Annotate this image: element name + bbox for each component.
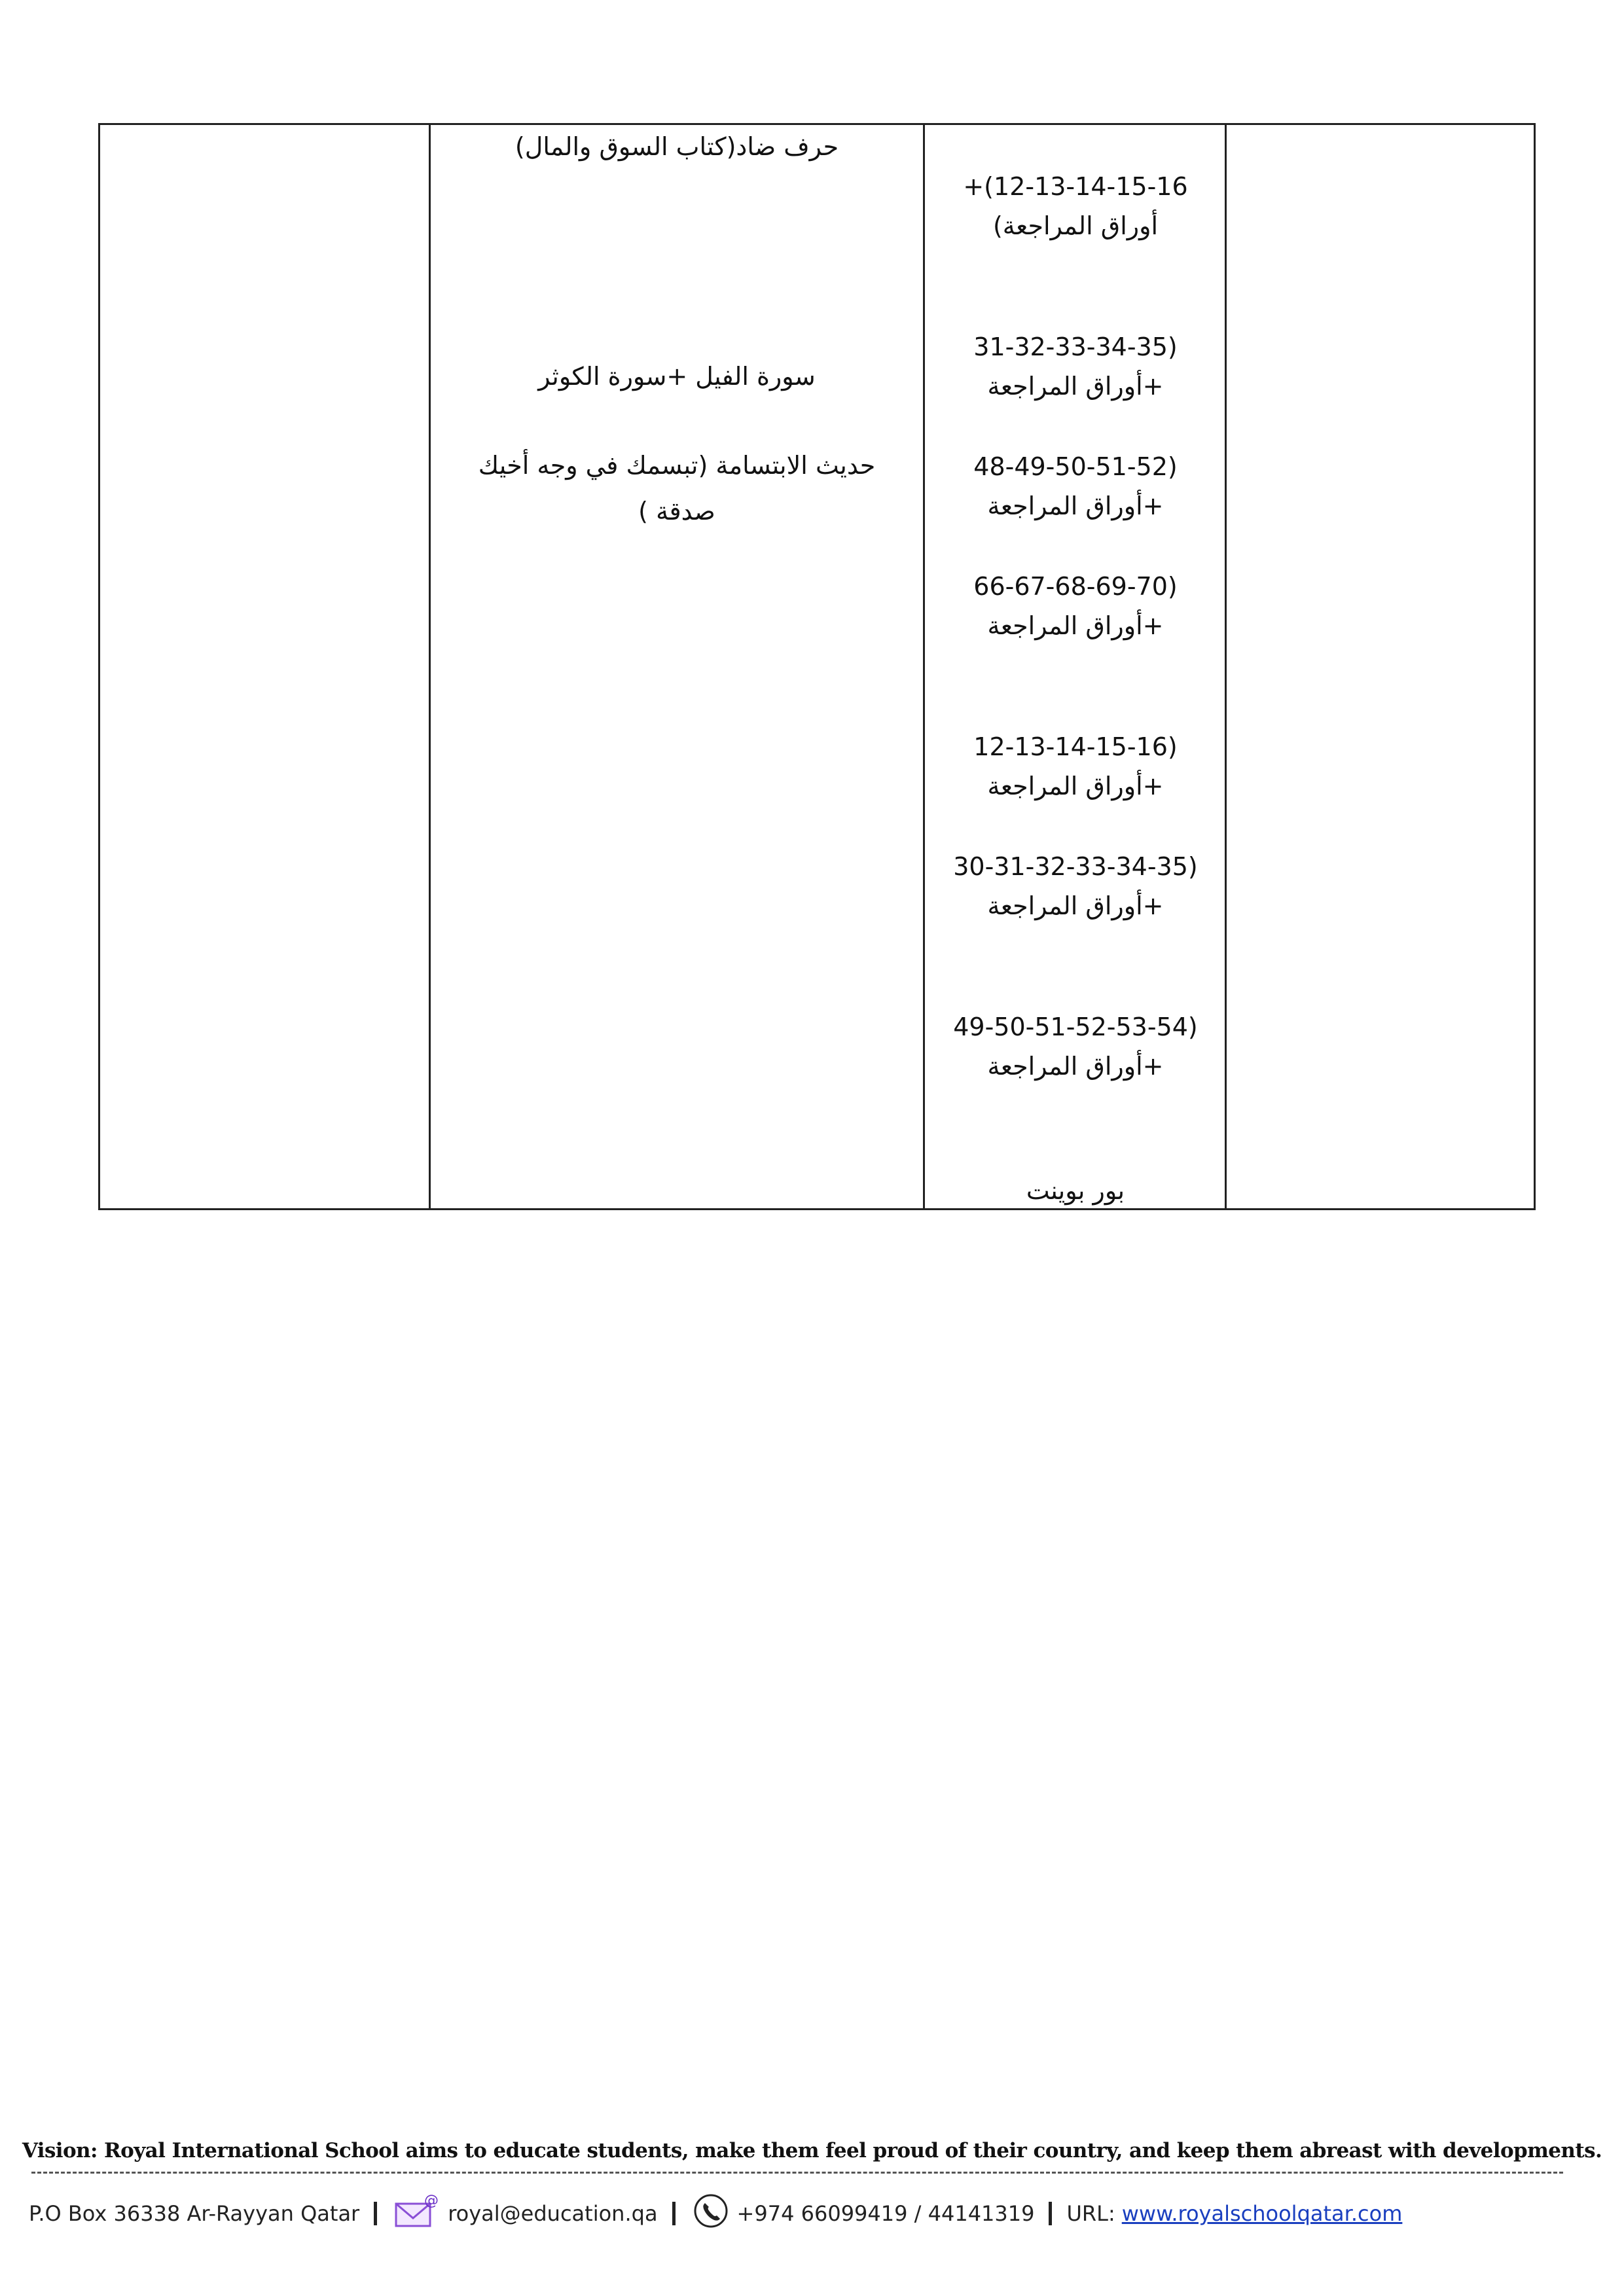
review-sheets: +أوراق المراجعة xyxy=(987,372,1164,401)
vision-statement: Vision: Royal International School aims to educate students, make them feel proud of their country, and keep them abreast with developments. xyxy=(22,2139,1602,2162)
review-sheets: +أوراق المراجعة xyxy=(987,772,1164,800)
url-label: URL: xyxy=(1066,2201,1115,2226)
po-box: P.O Box 36338 Ar-Rayyan Qatar xyxy=(29,2201,360,2226)
powerpoint-label: بور بوينت xyxy=(1026,1176,1125,1205)
pages-column xyxy=(925,125,1226,1208)
page-range: (48-49-50-51-52 xyxy=(973,452,1178,481)
phone-number: +974 66099419 / 44141319 xyxy=(736,2201,1035,2226)
lessons-column xyxy=(431,125,923,1208)
review-sheets: +أوراق المراجعة xyxy=(987,1052,1164,1081)
email-icon xyxy=(394,2193,440,2234)
svg-text:@: @ xyxy=(424,2193,439,2209)
website-link[interactable]: www.royalschoolqatar.com xyxy=(1121,2201,1403,2226)
separator xyxy=(1049,2202,1052,2225)
cell-text: صدقة ) xyxy=(638,497,715,526)
page-range: 12-13-14-15-16)+ xyxy=(963,172,1188,201)
review-sheets: +أوراق المراجعة xyxy=(987,891,1164,920)
separator xyxy=(672,2202,676,2225)
cell-text: سورة الفيل +سورة الكوثر xyxy=(538,362,816,391)
cell-text: حديث الابتسامة (تبسمك في وجه أخيك xyxy=(478,451,876,480)
page-range: (12-13-14-15-16 xyxy=(973,732,1178,761)
review-sheets: أوراق المراجعة) xyxy=(992,211,1159,240)
footer-divider xyxy=(31,2172,1563,2174)
email-address[interactable]: royal@education.qa xyxy=(448,2201,658,2226)
phone-icon xyxy=(693,2193,729,2234)
review-sheets: +أوراق المراجعة xyxy=(987,492,1164,520)
page-range: (31-32-33-34-35 xyxy=(973,332,1178,361)
separator xyxy=(374,2202,377,2225)
review-sheets: +أوراق المراجعة xyxy=(987,611,1164,640)
page-range: (49-50-51-52-53-54 xyxy=(953,1013,1198,1041)
curriculum-table xyxy=(98,123,1536,1210)
contact-footer xyxy=(29,2194,1613,2233)
page-range: (30-31-32-33-34-35 xyxy=(953,852,1198,881)
cell-text: حرف ضاد(كتاب السوق والمال) xyxy=(514,132,839,161)
page-range: (66-67-68-69-70 xyxy=(973,572,1178,601)
